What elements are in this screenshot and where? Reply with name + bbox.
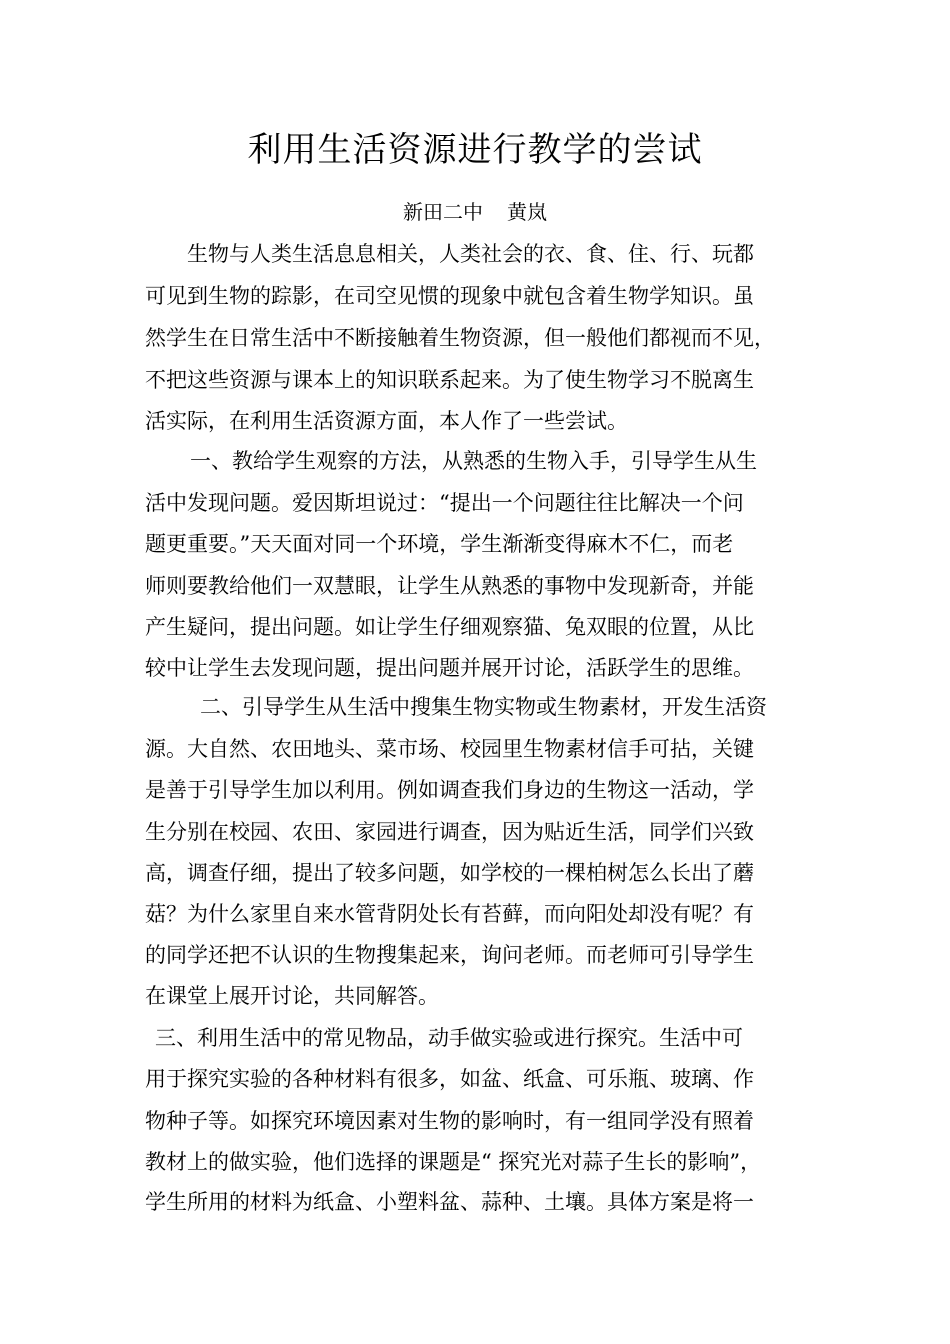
text-line: 三、利用生活中的常见物品，动手做实验或进行探究。生活中可: [155, 1026, 743, 1050]
text-line: 源。大自然、农田地头、菜市场、校园里生物素材信手可拈，关键: [145, 737, 754, 761]
author-byline: [0, 197, 950, 227]
author-name: 黄岚: [507, 200, 547, 224]
document-title: 利用生活资源进行教学的尝试: [247, 130, 703, 170]
text-line: 不把这些资源与课本上的知识联系起来。为了使生物学习不脱离生: [145, 368, 754, 392]
text-line: 菇？为什么家里自来水管背阴处长有苔藓，而向阳处却没有呢？有: [145, 902, 754, 926]
text-line: 产生疑问，提出问题。如让学生仔细观察猫、兔双眼的位置，从比: [145, 615, 754, 639]
text-line: 可见到生物的踪影，在司空见惯的现象中就包含着生物学知识。虽: [145, 284, 754, 308]
text-line: 题更重要。”天天面对同一个环境，学生渐渐变得麻木不仁，而老: [145, 532, 734, 556]
text-line: 生物与人类生活息息相关，人类社会的衣、食、住、行、玩都: [187, 242, 754, 266]
text-line: 高，调查仔细，提出了较多问题，如学校的一棵柏树怎么长出了蘑: [145, 861, 754, 885]
text-line: 在课堂上展开讨论，共同解答。: [145, 984, 439, 1008]
text-line: 学生所用的材料为纸盒、小塑料盆、蒜种、土壤。具体方案是将一: [145, 1190, 754, 1214]
text-line: 较中让学生去发现问题，提出问题并展开讨论，活跃学生的思维。: [145, 656, 754, 680]
text-line: 生分别在校园、农田、家园进行调查，因为贴近生活，同学们兴致: [145, 820, 754, 844]
text-line: 物种子等。如探究环境因素对生物的影响时，有一组同学没有照着: [145, 1109, 754, 1133]
text-line: 然学生在日常生活中不断接触着生物资源，但一般他们都视而不见，: [145, 326, 775, 350]
text-line: 师则要教给他们一双慧眼，让学生从熟悉的事物中发现新奇，并能: [145, 574, 754, 598]
school-name: 新田二中: [403, 200, 483, 224]
text-line: 用于探究实验的各种材料有很多，如盆、纸盒、可乐瓶、玻璃、作: [145, 1067, 754, 1091]
text-line: 的同学还把不认识的生物搜集起来，询问老师。而老师可引导学生: [145, 943, 754, 967]
text-line: 一、教给学生观察的方法，从熟悉的生物入手，引导学生从生: [190, 449, 757, 473]
text-line: 是善于引导学生加以利用。例如调查我们身边的生物这一活动，学: [145, 778, 754, 802]
text-line: 活实际，在利用生活资源方面，本人作了一些尝试。: [145, 409, 628, 433]
text-line: 活中发现问题。爱因斯坦说过：“提出一个问题往往比解决一个问: [145, 491, 744, 515]
text-line: 教材上的做实验，他们选择的课题是“ 探究光对蒜子生长的影响”，: [145, 1150, 762, 1174]
text-line: 二、引导学生从生活中搜集生物实物或生物素材，开发生活资: [200, 695, 767, 719]
